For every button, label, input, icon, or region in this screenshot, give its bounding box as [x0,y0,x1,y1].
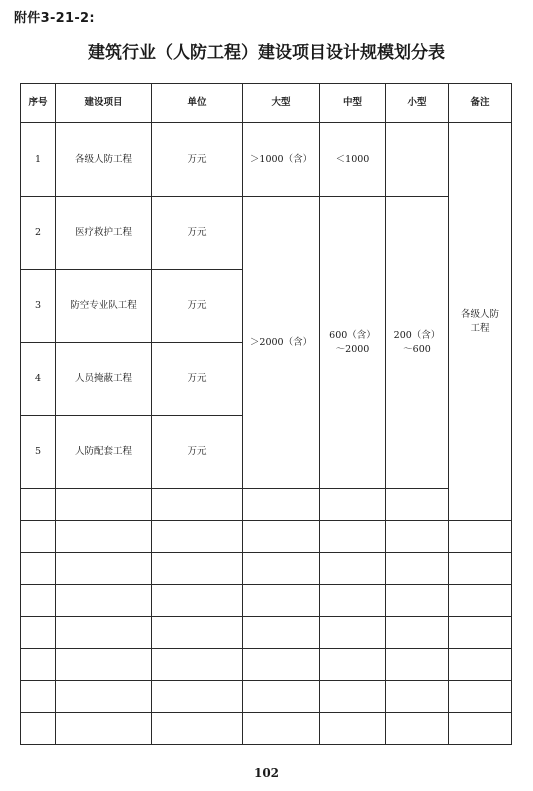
cell-seq: 4 [21,343,56,416]
empty-cell [320,713,386,745]
empty-cell [386,489,449,521]
cell-unit: 万元 [152,343,243,416]
empty-cell [243,585,320,617]
empty-cell [320,521,386,553]
page-number: 102 [253,766,280,780]
empty-cell [243,489,320,521]
empty-cell [386,617,449,649]
empty-cell [449,585,512,617]
empty-cell [21,713,56,745]
empty-cell [449,521,512,553]
empty-cell [386,585,449,617]
cell-unit: 万元 [152,123,243,197]
empty-cell [243,649,320,681]
small-range-line-1: 200（含） [393,329,441,341]
empty-cell [152,553,243,585]
cell-unit: 万元 [152,270,243,343]
document-title: 建筑行业（人防工程）建设项目设计规模划分表 [88,43,445,63]
empty-cell [449,713,512,745]
cell-seq: 1 [21,123,56,197]
empty-cell [21,681,56,713]
empty-cell [152,521,243,553]
empty-cell [449,649,512,681]
empty-cell [56,617,152,649]
empty-cell [56,553,152,585]
remarks-line-2: 工程 [470,322,490,334]
empty-cell [320,681,386,713]
empty-cell [152,585,243,617]
empty-cell [243,713,320,745]
empty-cell [21,649,56,681]
empty-cell [320,489,386,521]
annex-label: 附件3-21-2: [14,11,95,26]
empty-cell [243,521,320,553]
classification-table [20,83,512,745]
empty-cell [56,521,152,553]
empty-row [21,681,512,713]
empty-cell [449,681,512,713]
cell-remarks-merged [449,123,512,521]
header-project: 建设项目 [56,84,152,123]
empty-cell [21,585,56,617]
cell-small [386,123,449,197]
cell-project: 各级人防工程 [56,123,152,197]
header-large: 大型 [243,84,320,123]
cell-seq: 2 [21,197,56,270]
empty-cell [21,489,56,521]
table-row [21,123,512,197]
cell-unit: 万元 [152,416,243,489]
empty-cell [386,553,449,585]
empty-cell [320,617,386,649]
empty-cell [152,489,243,521]
cell-medium: ＜1000 [320,123,386,197]
header-unit: 单位 [152,84,243,123]
header-medium: 中型 [320,84,386,123]
empty-cell [152,681,243,713]
empty-cell [386,521,449,553]
empty-cell [449,553,512,585]
empty-cell [243,553,320,585]
empty-cell [320,553,386,585]
cell-project: 人防配套工程 [56,416,152,489]
empty-cell [56,681,152,713]
empty-cell [56,649,152,681]
header-small: 小型 [386,84,449,123]
empty-cell [386,713,449,745]
cell-project: 医疗救护工程 [56,197,152,270]
empty-cell [243,617,320,649]
empty-cell [152,649,243,681]
empty-row [21,553,512,585]
empty-row [21,649,512,681]
cell-project: 人员掩蔽工程 [56,343,152,416]
medium-range-line-2: ～2000 [335,343,370,355]
empty-cell [56,489,152,521]
cell-seq: 5 [21,416,56,489]
empty-row [21,713,512,745]
empty-cell [56,585,152,617]
empty-cell [449,617,512,649]
small-range-line-2: ～600 [403,343,431,355]
empty-cell [152,713,243,745]
cell-unit: 万元 [152,197,243,270]
empty-row [21,489,512,521]
empty-cell [320,649,386,681]
empty-cell [386,649,449,681]
cell-large: ＞1000（含） [243,123,320,197]
empty-row [21,585,512,617]
header-seq: 序号 [21,84,56,123]
table-row [21,197,512,270]
cell-large-merged: ＞2000（含） [243,197,320,489]
empty-row [21,617,512,649]
cell-seq: 3 [21,270,56,343]
empty-row [21,521,512,553]
empty-cell [21,553,56,585]
cell-small-merged [386,197,449,489]
medium-range-line-1: 600（含） [329,329,376,341]
empty-cell [56,713,152,745]
empty-cell [243,681,320,713]
empty-cell [320,585,386,617]
remarks-line-1: 各级人防 [460,308,499,320]
empty-cell [152,617,243,649]
header-row [21,84,512,123]
header-remarks: 备注 [449,84,512,123]
empty-cell [386,681,449,713]
cell-project: 防空专业队工程 [56,270,152,343]
empty-cell [21,617,56,649]
cell-medium-merged [320,197,386,489]
empty-cell [21,521,56,553]
